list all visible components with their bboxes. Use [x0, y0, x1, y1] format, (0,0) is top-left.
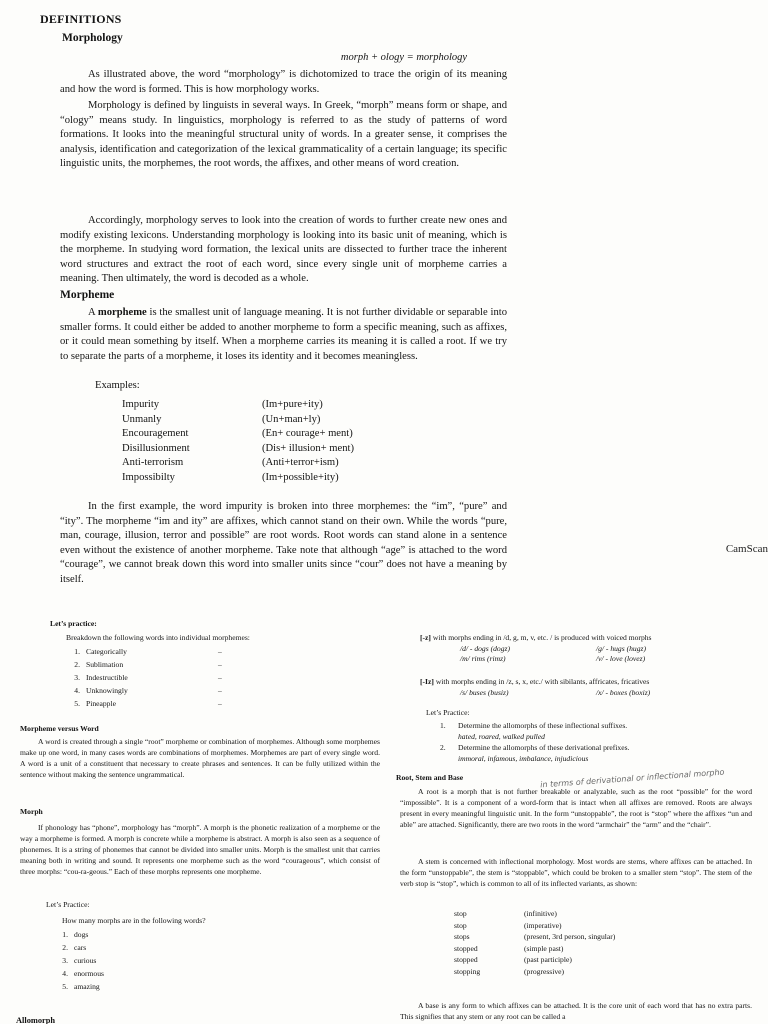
z-rule-text: with morphs ending in /d, g, m, v, etc. / is produced with voiced morphs: [430, 633, 652, 642]
example-g: /g/ - hugs (hugz): [596, 644, 646, 653]
stem-desc: (past participle): [524, 955, 572, 965]
table-row: [454, 920, 615, 932]
practice-word: Categorically: [86, 647, 127, 656]
list-item: 5. Pineapple –: [74, 699, 222, 708]
stem-desc: (present, 3rd person, singular): [524, 932, 616, 942]
paragraph-accordingly: Accordingly, morphology serves to look into the creation of words to further create new ones and modify existing lexicons. Understanding morphology is looking into its basic unit of meaning, which is the morpheme. In studying word formation, the lexical units are dissected to further trace the inherent word structures and extract the root of each word, since every single unit of morpheme carries a meaning. Then ultimately, the word is decoded as a whole.: [60, 215, 507, 285]
list-item: 2. Sublimation –: [74, 660, 222, 669]
practice-title: Let’s Practice:: [46, 900, 90, 909]
example-word: Impurity: [122, 399, 160, 410]
paragraph-example-explanation: In the first example, the word impurity is broken into three morphemes: the “im”, “pure” and “ity”. The morpheme “im and ity” are affixes, which cannot stand on their own. While the words “pure, man, courage, illusion, terror and possible” are root words. Root words can stand alone in a sentence even without the existence of another morpheme. Take note that although “age” is attached to the word “courage”, we cannot break down this word into smaller units since “cour” does not have a meaning by itself.: [60, 501, 507, 585]
item-number: 2.: [440, 743, 446, 752]
example-d: /d/ - dogs (dogz): [460, 644, 510, 653]
stem-desc: (infinitive): [524, 909, 557, 918]
heading-morph: Morph: [20, 807, 43, 816]
paragraph-morpheme-vs-word: A word is created through a single “root” morpheme or combination of morphemes. Although some morphemes make up one word, in many cases words are combinations of morphemes. Morphemes are part of every single word. A word is a unit of a constituent that necessary to create phrases and sentences. It can be fully utilized within the sentence without making the sentence ungrammatical.: [20, 737, 380, 779]
list-item: 4. Unknowingly –: [74, 686, 222, 695]
paragraph-root: A root is a morph that is not further breakable or analyzable, such as the root “possible” for the word “impossible”. It is a component of a word-form that is intact when all affixes are removed. Roots are always present in every meaningful linguistic unit. In the form “unstoppable”, the root is “stop” where the affixes “un and able” are attached. Significantly, there are two roots in the word “armchair” the “arm” and the “chair”.: [400, 787, 752, 829]
stem-desc: (imperative): [524, 920, 562, 930]
stem-forms-table: [454, 908, 615, 978]
morpheme-term: morpheme: [97, 307, 147, 318]
subheading-morphology: Morphology: [62, 32, 123, 44]
practice-word: Sublimation: [86, 660, 124, 669]
table-row: [122, 413, 354, 428]
practice-word: Unknowingly: [86, 686, 128, 695]
table-row: [122, 471, 354, 486]
answer-blank: –: [218, 660, 222, 669]
table-row: [122, 398, 354, 413]
practice-word: Pineapple: [86, 699, 116, 708]
example-v: /v/ - love (lovez): [596, 654, 646, 663]
morphology-formula: morph + ology = morphology: [340, 52, 468, 63]
camscanner-watermark: CamScan: [725, 543, 768, 555]
stem-form: stop: [454, 909, 467, 918]
heading-morpheme-vs-word: Morpheme versus Word: [20, 724, 99, 733]
example-parts: (Anti+terror+ism): [262, 457, 339, 469]
item-number: 1.: [440, 721, 446, 730]
practice-word-list: [58, 645, 222, 710]
list-item: 3. curious: [62, 956, 97, 965]
example-word: Anti-terrorism: [122, 457, 184, 469]
table-row: [122, 456, 354, 471]
iz-rule-text: with morphs ending in /z, s, x, etc./ with sibilants, affricates, fricatives: [433, 677, 650, 686]
list-item: [440, 742, 750, 764]
item-text: Determine the allomorphs of these inflectional suffixes.: [458, 721, 628, 730]
list-item: 2. cars: [62, 943, 87, 952]
table-row: [454, 966, 615, 978]
iz-rule: [420, 676, 649, 687]
paragraph-morpheme: [60, 306, 507, 364]
practice-word: curious: [74, 956, 97, 965]
example-word: Encouragement: [122, 428, 189, 440]
practice-title: Let’s Practice:: [426, 708, 470, 717]
heading-root-stem-base: Root, Stem and Base: [396, 773, 464, 782]
table-row: [122, 442, 354, 457]
example-word: Unmanly: [122, 413, 162, 425]
list-item: 1. dogs: [62, 930, 89, 939]
allomorph-practice-list: [440, 720, 750, 764]
answer-blank: –: [218, 699, 222, 708]
list-item: 1. Categorically –: [74, 647, 222, 656]
answer-blank: –: [218, 686, 222, 695]
subheading-morpheme: Morpheme: [60, 289, 115, 301]
item-examples: immoral, infamous, imbalance, injudicious: [458, 754, 589, 763]
stem-form: stop: [454, 920, 467, 930]
z-rule-label: [-z]: [420, 633, 431, 642]
practice-word: amazing: [74, 982, 100, 991]
stem-form: stopped: [454, 955, 478, 965]
example-m: /m/ rims (rimz): [460, 654, 506, 663]
example-word: Impossibilty: [122, 471, 175, 483]
morpheme-para-start: A: [88, 307, 98, 318]
paragraph-definition: Morphology is defined by linguists in several ways. In Greek, “morph” means form or shape, and “ology” means study. In linguistics, morphology is referred to as the study of patterns of word formations. It looks into the meaningful structural unity of words. In a greater sense, it comprises the analysis, identification and categorization of the lexical grammaticality of a certain language; its specific linguistic units, the morphemes, the root words, the affixes, and other means of word creation.: [60, 100, 507, 170]
practice-question: How many morphs are in the following words?: [62, 916, 206, 925]
table-row: [454, 908, 615, 920]
example-s: /s/ buses (busiz): [460, 688, 509, 697]
stem-desc: (progressive): [524, 966, 565, 976]
practice-word: cars: [74, 943, 87, 952]
paragraph-base: A base is any form to which affixes can be attached. It is the core unit of each word that has no extra parts. This signifies that any stem or any root can be called a: [400, 1001, 752, 1021]
practice-word: dogs: [74, 930, 89, 939]
iz-rule-label: [-Iz]: [420, 677, 434, 686]
examples-label: Examples:: [95, 380, 140, 391]
practice-instruction: Breakdown the following words into individual morphemes:: [66, 633, 250, 642]
example-parts: (Im+pure+ity): [262, 399, 323, 410]
table-row: [454, 931, 615, 943]
table-row: [454, 943, 615, 955]
practice-title: Let’s practice:: [50, 619, 97, 628]
morph-count-list: [46, 928, 104, 993]
table-row: [454, 954, 615, 966]
example-word: Disillusionment: [122, 442, 190, 454]
handwritten-annotation: in terms of derivational or inflectional morpho: [539, 767, 725, 790]
paragraph-morph: If phonology has “phone”, morphology has “morph”. A morph is the phonetic realization of a morpheme or the way a morpheme is formed. A morph is concrete while a morpheme is abstract. A morph is also seen as a sequence of phonemes. It is a string of phonemes that cannot be divided into smaller units. Morph is the smallest unit that carries meaning both in writing and sound. It represents one morpheme such as the word “courageous”, which consist of three morphs: “cou-ra-geous.” Each of these morphs represents one morpheme.: [20, 823, 380, 876]
example-parts: (Dis+ illusion+ ment): [262, 442, 354, 454]
answer-blank: –: [218, 673, 222, 682]
z-rule: [420, 632, 652, 643]
table-row: [122, 427, 354, 442]
morpheme-para-rest: is the smallest unit of language meaning. It is not further dividable or separable into smaller forms. It could either be added to another morpheme to form a specific meaning, such as affixes, or it could mean something by itself. When a morpheme carries its meaning it is called a root. If we try to separate the parts of a morpheme, it loses its identity and it becomes meaningless.: [60, 307, 507, 362]
list-item: 3. Indestructible –: [74, 673, 222, 682]
stem-form: stops: [454, 932, 470, 942]
practice-word: Indestructible: [86, 673, 128, 682]
examples-table: [122, 398, 354, 486]
list-item: [440, 720, 750, 742]
item-examples: hated, roared, walked pulled: [458, 732, 545, 741]
heading-allomorph: Allomorph: [16, 1016, 56, 1024]
example-parts: (Un+man+ly): [262, 413, 321, 425]
list-item: 5. amazing: [62, 982, 100, 991]
item-text: Determine the allomorphs of these derivational prefixes.: [458, 743, 630, 752]
example-x: /x/ - boxes (boxiz): [596, 688, 651, 697]
answer-blank: –: [218, 647, 222, 656]
paragraph-stem: A stem is concerned with inflectional morphology. Most words are stems, where affixes can be attached. In the form “unstoppable”, the stem is “stoppable”, which could be broken to a smaller stem “stop”. The stem of the verb stop is “stop”, which is common to all of its inflected variants, as shown:: [400, 857, 752, 888]
practice-word: enormous: [74, 969, 104, 978]
list-item: 4. enormous: [62, 969, 104, 978]
example-parts: (En+ courage+ ment): [262, 428, 353, 440]
page-lower: [0, 596, 768, 1024]
stem-form: stopped: [454, 943, 478, 953]
stem-desc: (simple past): [524, 943, 564, 953]
stem-form: stopping: [454, 966, 481, 976]
section-heading-definitions: DEFINITIONS: [40, 12, 122, 26]
example-parts: (Im+possible+ity): [262, 471, 339, 483]
paragraph-intro: As illustrated above, the word “morphology” is dichotomized to trace the origin of its meaning and how the word is formed. This is how morphology works.: [60, 69, 507, 95]
